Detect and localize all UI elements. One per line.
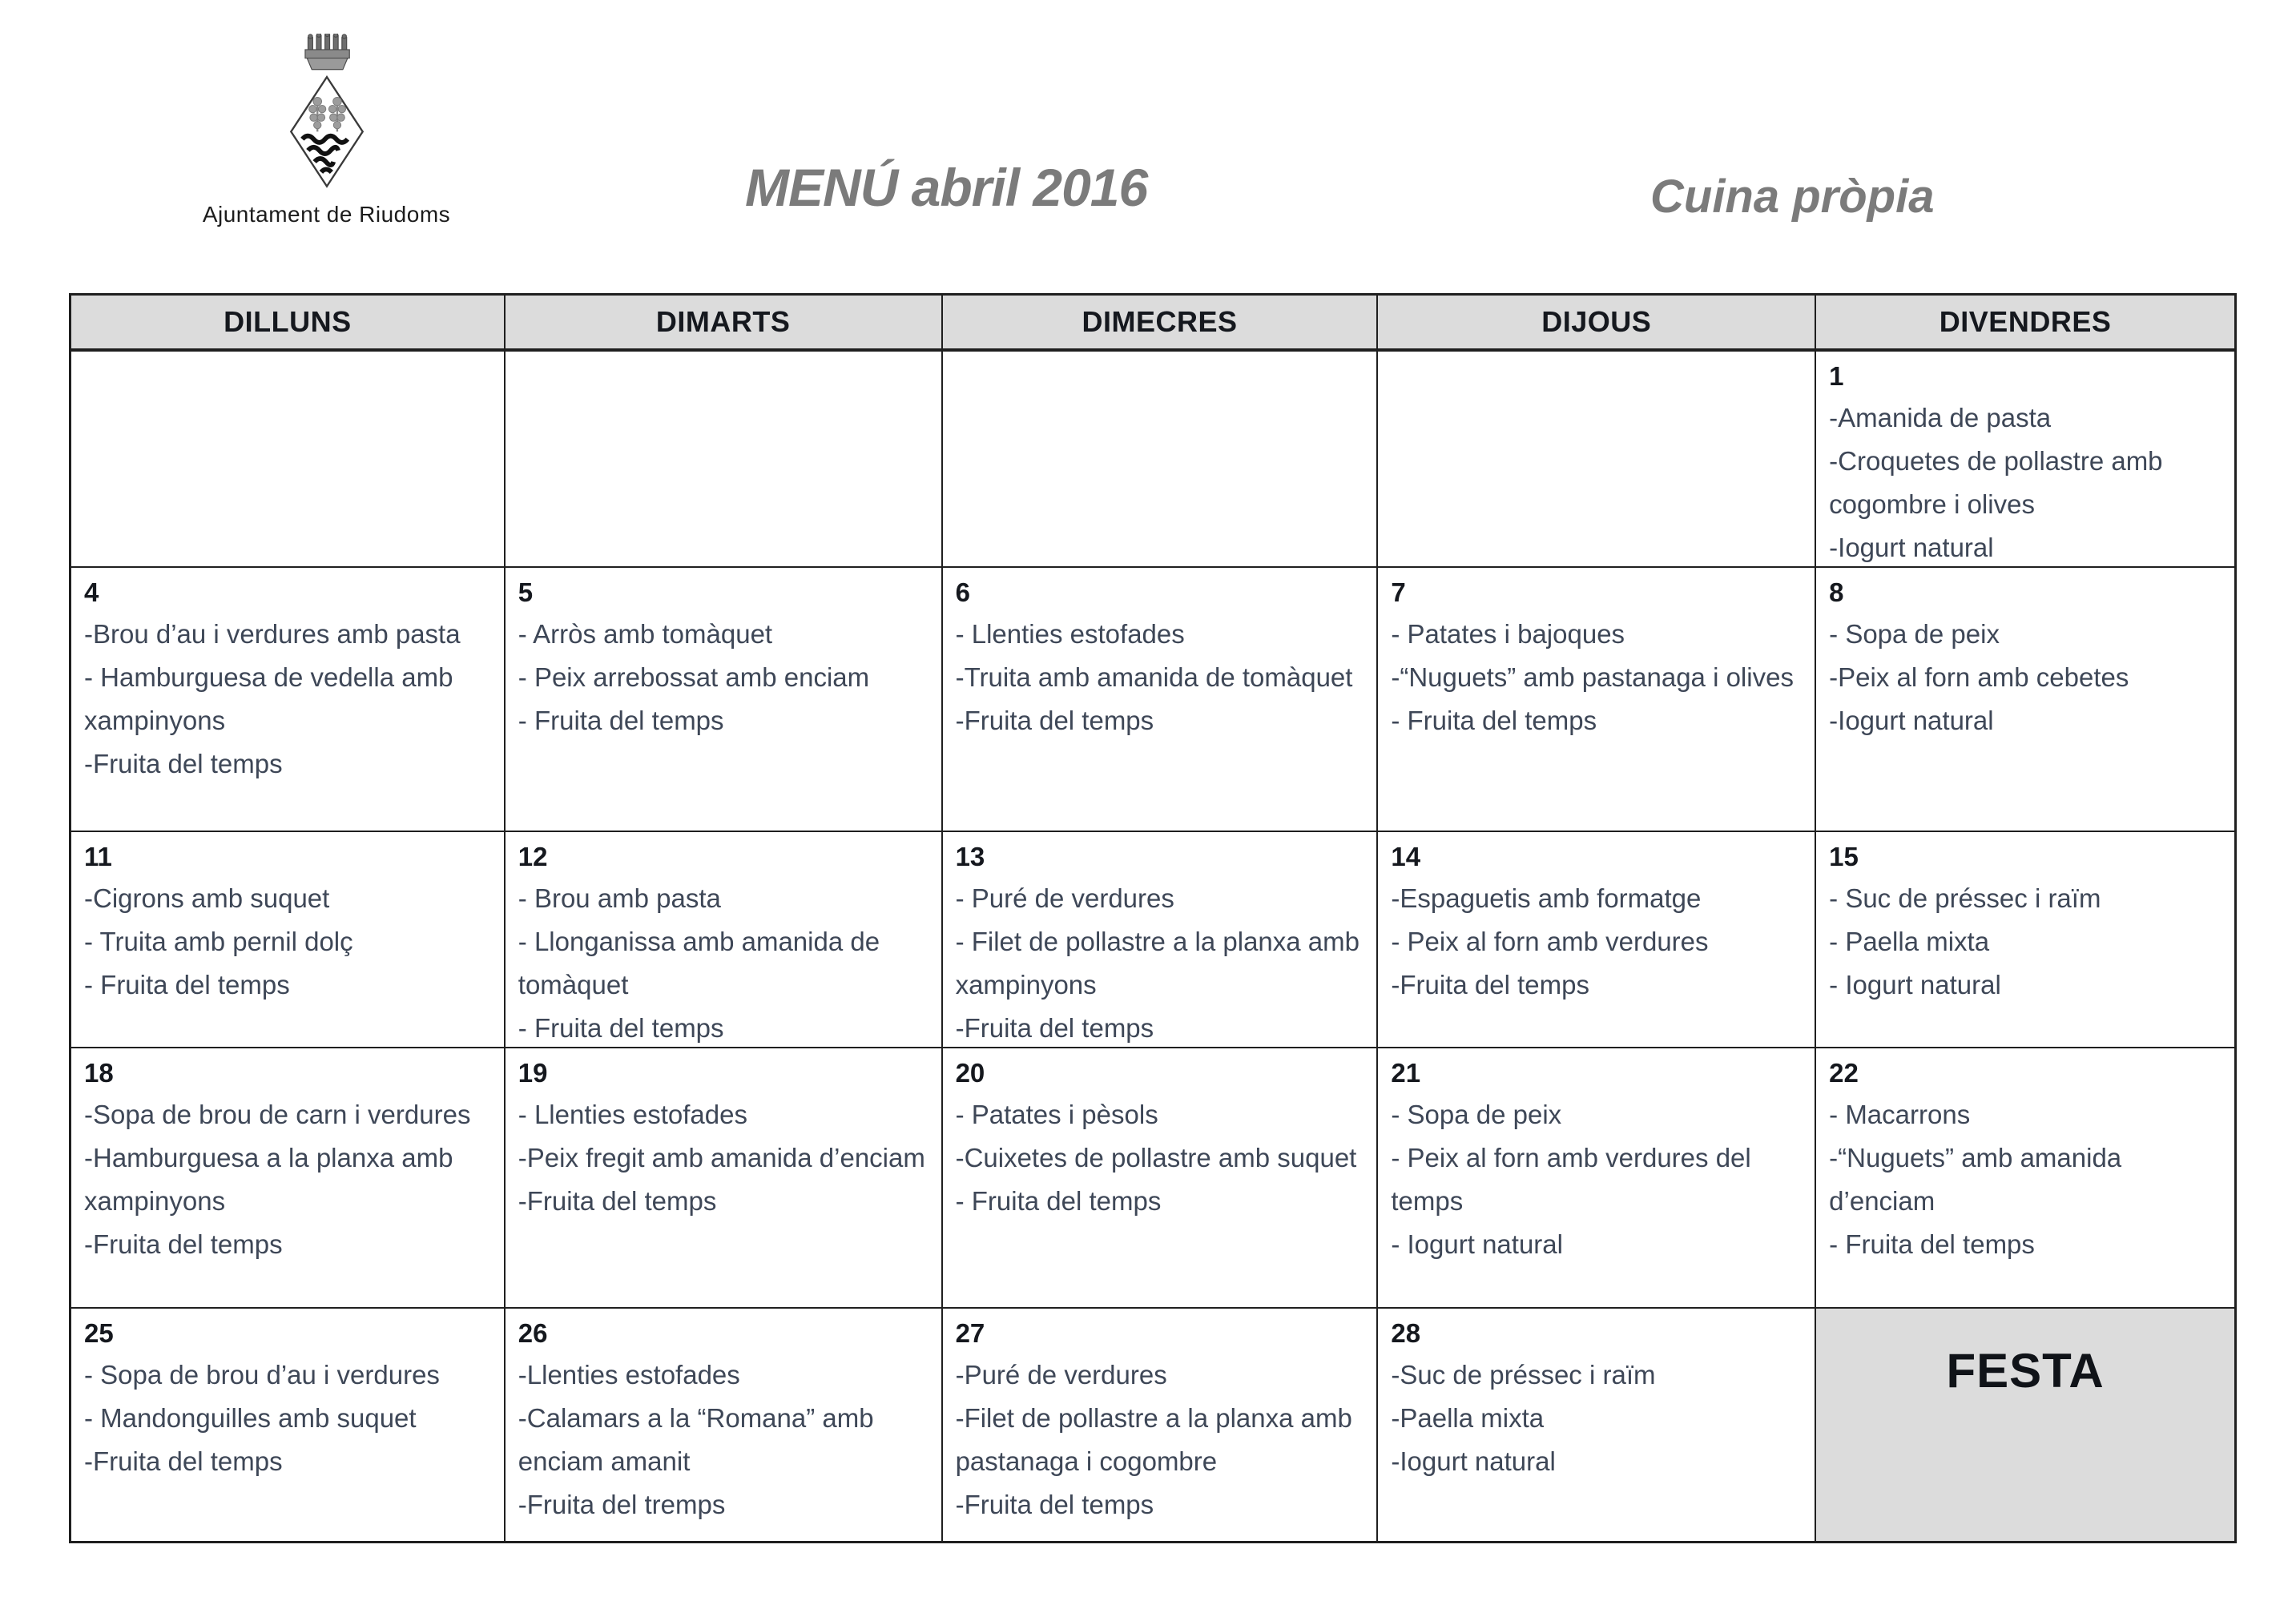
- menu-item: -“Nuguets” amb pastanaga i olives: [1391, 662, 1794, 692]
- menu-item: -Peix al forn amb cebetes: [1829, 662, 2129, 692]
- day-cell-11: [71, 832, 506, 1048]
- menu-item: - Patates i pèsols: [955, 1100, 1158, 1129]
- menu-item: - Fruita del temps: [1829, 1229, 2035, 1259]
- menu-item: -Iogurt natural: [1391, 1446, 1556, 1476]
- day-number: 12: [518, 842, 548, 871]
- menu-item: -Espaguetis amb formatge: [1391, 883, 1702, 913]
- menu-item: - Llonganissa amb amanida de tomàquet: [518, 927, 888, 1000]
- menu-item: -Fruita del tremps: [518, 1490, 726, 1519]
- menu-item: -Fruita del temps: [1391, 970, 1589, 1000]
- day-cell-7: [1378, 568, 1816, 832]
- menu-item: -Amanida de pasta: [1829, 403, 2052, 432]
- empty-cell: [71, 352, 506, 568]
- menu-item: - Fruita del temps: [518, 706, 724, 735]
- day-cell-27: [943, 1309, 1379, 1541]
- empty-cell: [943, 352, 1379, 568]
- municipality-logo-block: [188, 34, 465, 227]
- column-header-divendres: DIVENDRES: [1816, 296, 2234, 352]
- column-header-dimecres: DIMECRES: [943, 296, 1379, 352]
- day-number: 15: [1829, 842, 1859, 871]
- empty-cell: [1378, 352, 1816, 568]
- menu-item: -Suc de préssec i raïm: [1391, 1360, 1656, 1390]
- menu-item: -Fruita del temps: [955, 1013, 1154, 1043]
- organization-name: Ajuntament de Riudoms: [202, 202, 451, 227]
- menu-item: -Paella mixta: [1391, 1403, 1545, 1433]
- menu-item: - Fruita del temps: [955, 1186, 1162, 1216]
- menu-item: -Truita amb amanida de tomàquet: [955, 662, 1353, 692]
- menu-item: - Peix arrebossat amb enciam: [518, 662, 870, 692]
- menu-item: - Iogurt natural: [1391, 1229, 1563, 1259]
- menu-item: - Filet de pollastre a la planxa amb xampinyons: [955, 927, 1368, 1000]
- menu-item: - Arròs amb tomàquet: [518, 619, 773, 649]
- menu-item: - Fruita del temps: [518, 1013, 724, 1043]
- menu-item: - Llenties estofades: [955, 619, 1185, 649]
- menu-item: - Puré de verdures: [955, 883, 1174, 913]
- day-number: 20: [955, 1058, 985, 1088]
- day-cell-6: [943, 568, 1379, 832]
- menu-item: -Llenties estofades: [518, 1360, 740, 1390]
- day-number: 25: [84, 1318, 114, 1348]
- menu-item: -Hamburguesa a la planxa amb xampinyons: [84, 1143, 461, 1216]
- day-number: 11: [84, 842, 112, 871]
- day-cell-15: [1816, 832, 2234, 1048]
- coat-of-arms-icon: [188, 34, 465, 194]
- menu-item: -Sopa de brou de carn i verdures: [84, 1100, 471, 1129]
- menu-item: - Brou amb pasta: [518, 883, 721, 913]
- menu-item: - Sopa de peix: [1829, 619, 2000, 649]
- day-number: 21: [1391, 1058, 1421, 1088]
- day-number: 8: [1829, 577, 1844, 607]
- day-number: 14: [1391, 842, 1421, 871]
- menu-item: -Fruita del temps: [955, 1490, 1154, 1519]
- empty-cell: [506, 352, 943, 568]
- menu-item: -“Nuguets” amb amanida d’enciam: [1829, 1143, 2129, 1216]
- menu-item: - Patates i bajoques: [1391, 619, 1625, 649]
- menu-item: - Suc de préssec i raïm: [1829, 883, 2101, 913]
- menu-item: - Iogurt natural: [1829, 970, 2001, 1000]
- menu-item: -Cigrons amb suquet: [84, 883, 330, 913]
- menu-item: -Fruita del temps: [84, 1229, 283, 1259]
- menu-item: -Brou d’au i verdures amb pasta: [84, 619, 461, 649]
- day-number: 5: [518, 577, 534, 607]
- day-cell-18: [71, 1048, 506, 1309]
- menu-item: - Fruita del temps: [1391, 706, 1597, 735]
- menu-item: -Fruita del temps: [84, 1446, 283, 1476]
- day-number: 22: [1829, 1058, 1859, 1088]
- day-number: 27: [955, 1318, 985, 1348]
- day-cell-5: [506, 568, 943, 832]
- day-cell-8: [1816, 568, 2234, 832]
- menu-item: -Fruita del temps: [518, 1186, 717, 1216]
- day-cell-19: [506, 1048, 943, 1309]
- menu-calendar-table: [69, 293, 2237, 1543]
- menu-item: -Croquetes de pollastre amb cogombre i olives: [1829, 446, 2170, 519]
- column-header-dijous: DIJOUS: [1378, 296, 1816, 352]
- menu-item: - Peix al forn amb verdures del temps: [1391, 1143, 1758, 1216]
- menu-item: -Iogurt natural: [1829, 533, 1994, 562]
- day-cell-12: [506, 832, 943, 1048]
- day-cell-25: [71, 1309, 506, 1541]
- menu-item: -Calamars a la “Romana” amb enciam amanit: [518, 1403, 881, 1476]
- day-cell-28: [1378, 1309, 1816, 1541]
- page-title: MENÚ abril 2016: [745, 158, 1148, 217]
- menu-item: - Truita amb pernil dolç: [84, 927, 353, 956]
- day-number: 4: [84, 577, 99, 607]
- day-number: 13: [955, 842, 985, 871]
- day-cell-22: [1816, 1048, 2234, 1309]
- day-number: 6: [955, 577, 970, 607]
- menu-item: -Iogurt natural: [1829, 706, 1994, 735]
- festa-cell: [1816, 1309, 2234, 1541]
- column-header-dimarts: DIMARTS: [506, 296, 943, 352]
- day-number: 26: [518, 1318, 548, 1348]
- day-number: 28: [1391, 1318, 1421, 1348]
- day-cell-4: [71, 568, 506, 832]
- menu-item: - Fruita del temps: [84, 970, 290, 1000]
- menu-item: - Mandonguilles amb suquet: [84, 1403, 417, 1433]
- menu-item: -Filet de pollastre a la planxa amb pastanaga i cogombre: [955, 1403, 1360, 1476]
- menu-item: - Paella mixta: [1829, 927, 1990, 956]
- menu-item: - Macarrons: [1829, 1100, 1971, 1129]
- day-cell-13: [943, 832, 1379, 1048]
- day-cell-1: [1816, 352, 2234, 568]
- menu-item: - Sopa de brou d’au i verdures: [84, 1360, 440, 1390]
- day-number: 19: [518, 1058, 548, 1088]
- menu-item: -Fruita del temps: [955, 706, 1154, 735]
- menu-item: - Sopa de peix: [1391, 1100, 1562, 1129]
- menu-item: -Peix fregit amb amanida d’enciam: [518, 1143, 925, 1173]
- menu-item: -Puré de verdures: [955, 1360, 1167, 1390]
- menu-item: - Peix al forn amb verdures: [1391, 927, 1709, 956]
- day-number: 1: [1829, 361, 1844, 391]
- day-number: 7: [1391, 577, 1406, 607]
- menu-item: - Hamburguesa de vedella amb xampinyons: [84, 662, 461, 735]
- column-header-dilluns: DILLUNS: [71, 296, 506, 352]
- day-cell-26: [506, 1309, 943, 1541]
- day-cell-21: [1378, 1048, 1816, 1309]
- day-number: 18: [84, 1058, 114, 1088]
- day-cell-14: [1378, 832, 1816, 1048]
- menu-item: -Fruita del temps: [84, 749, 283, 778]
- menu-item: -Cuixetes de pollastre amb suquet: [955, 1143, 1357, 1173]
- page-subtitle: Cuina pròpia: [1650, 171, 1935, 223]
- festa-label: FESTA: [1946, 1344, 2105, 1398]
- day-cell-20: [943, 1048, 1379, 1309]
- menu-item: - Llenties estofades: [518, 1100, 747, 1129]
